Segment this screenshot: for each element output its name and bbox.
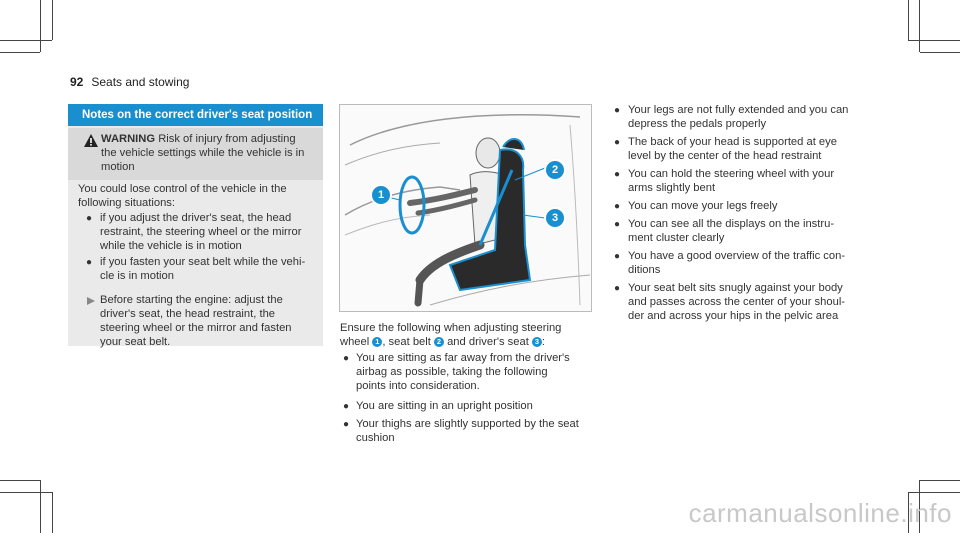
bullet-dot: ● xyxy=(614,169,621,180)
left-bullet-1-line-3: while the vehicle is in motion xyxy=(100,240,242,252)
ensure-text: , seat belt xyxy=(382,336,434,348)
right-bullet-5-line-1: You can see all the displays on the instru- xyxy=(628,218,835,230)
right-bullet-7-line-2: and passes across the center of your shoul- xyxy=(628,296,846,308)
right-bullet-1-line-2: depress the pedals properly xyxy=(628,118,767,130)
left-bullet-1-line-1: if you adjust the driver's seat, the head xyxy=(100,212,292,224)
page-number: 92 xyxy=(70,75,84,89)
callout-steering-wheel: 1 xyxy=(370,184,392,206)
seat-position-illustration xyxy=(339,104,592,312)
mid-bullet-1-line-2: airbag as possible, taking the following xyxy=(356,366,548,378)
right-bullet-1-line-1: Your legs are not fully extended and you can xyxy=(628,104,849,116)
bullet-dot: ● xyxy=(614,251,621,262)
crop-mark xyxy=(920,480,960,481)
watermark: carmanualsonline.info xyxy=(688,498,952,528)
bullet-dot: ● xyxy=(614,219,621,230)
crop-mark xyxy=(0,40,52,41)
action-line-3: steering wheel or the mirror and fasten xyxy=(100,322,292,334)
mid-bullet-2-line-1: You are sitting in an upright position xyxy=(356,400,533,412)
intro-line-2: following situations: xyxy=(78,197,176,209)
crop-mark xyxy=(908,492,960,493)
action-line-2: driver's seat, the head restraint, the xyxy=(100,308,276,320)
right-bullet-6-line-2: ditions xyxy=(628,264,661,276)
right-bullet-5-line-2: ment cluster clearly xyxy=(628,232,725,244)
right-bullet-7-line-3: der and across your hips in the pelvic area xyxy=(628,310,839,322)
ensure-line-2 xyxy=(340,336,545,350)
right-bullet-3-line-1: You can hold the steering wheel with your xyxy=(628,168,835,180)
ref-number: 2 xyxy=(434,337,444,347)
action-arrow-icon xyxy=(86,296,96,306)
mid-bullet-3-line-1: Your thighs are slightly supported by the seat xyxy=(356,418,579,430)
warning-triangle-icon xyxy=(84,134,98,147)
crop-mark xyxy=(52,492,53,533)
bullet-dot: ● xyxy=(614,105,621,116)
ensure-text: : xyxy=(541,336,546,348)
intro-line-1: You could lose control of the vehicle in the xyxy=(78,183,287,195)
bullet-dot: ● xyxy=(343,419,350,430)
mid-bullet-3-line-2: cushion xyxy=(356,432,395,444)
bullet-dot: ● xyxy=(614,283,621,294)
bullet-dot: ● xyxy=(343,353,350,364)
ensure-text: and driver's seat xyxy=(443,336,532,348)
left-bullet-1-line-2: restraint, the steering wheel or the mirror xyxy=(100,226,302,238)
crop-mark xyxy=(919,0,920,52)
left-bullet-2-line-1: if you fasten your seat belt while the vehi- xyxy=(100,256,306,268)
bullet-dot: ● xyxy=(614,137,621,148)
crop-mark xyxy=(0,52,40,53)
action-line-4: your seat belt. xyxy=(100,336,171,348)
crop-mark xyxy=(920,52,960,53)
ref-number: 1 xyxy=(372,337,382,347)
crop-mark xyxy=(40,480,41,533)
mid-bullet-1-line-3: points into consideration. xyxy=(356,380,480,392)
ensure-line-1: Ensure the following when adjusting steering xyxy=(340,322,562,334)
right-bullet-6-line-1: You have a good overview of the traffic con- xyxy=(628,250,846,262)
crop-mark xyxy=(908,0,909,40)
section-title: Seats and stowing xyxy=(91,75,190,89)
right-bullet-4-line-1: You can move your legs freely xyxy=(628,200,778,212)
left-bullet-2-line-2: cle is in motion xyxy=(100,270,174,282)
ref-number: 3 xyxy=(532,337,542,347)
action-line-1: Before starting the engine: adjust the xyxy=(100,294,283,306)
callout-drivers-seat: 3 xyxy=(544,207,566,229)
mid-bullet-1-line-1: You are sitting as far away from the driver's xyxy=(356,352,570,364)
callout-seat-belt: 2 xyxy=(544,159,566,181)
bullet-dot: ● xyxy=(86,213,93,224)
bullet-dot: ● xyxy=(86,257,93,268)
warning-label: WARNING xyxy=(101,133,156,145)
bullet-dot: ● xyxy=(343,401,350,412)
right-bullet-2-line-2: level by the center of the head restraint xyxy=(628,150,822,162)
bullet-dot: ● xyxy=(614,201,621,212)
right-bullet-7-line-1: Your seat belt sits snugly against your body xyxy=(628,282,843,294)
crop-mark xyxy=(0,480,40,481)
warning-line-1 xyxy=(101,133,296,147)
ensure-text: wheel xyxy=(340,336,373,348)
crop-mark xyxy=(52,0,53,40)
notes-title: Notes on the correct driver's seat position xyxy=(68,104,323,126)
warning-line-2: the vehicle settings while the vehicle is in xyxy=(101,147,305,159)
right-bullet-2-line-1: The back of your head is supported at eye xyxy=(628,136,837,148)
crop-mark xyxy=(0,492,52,493)
crop-mark xyxy=(40,0,41,52)
warning-line-3: motion xyxy=(101,161,135,173)
page-header xyxy=(70,75,189,89)
crop-mark xyxy=(908,40,960,41)
right-bullet-3-line-2: arms slightly bent xyxy=(628,182,716,194)
warning-text: Risk of injury from adjusting xyxy=(158,133,296,145)
